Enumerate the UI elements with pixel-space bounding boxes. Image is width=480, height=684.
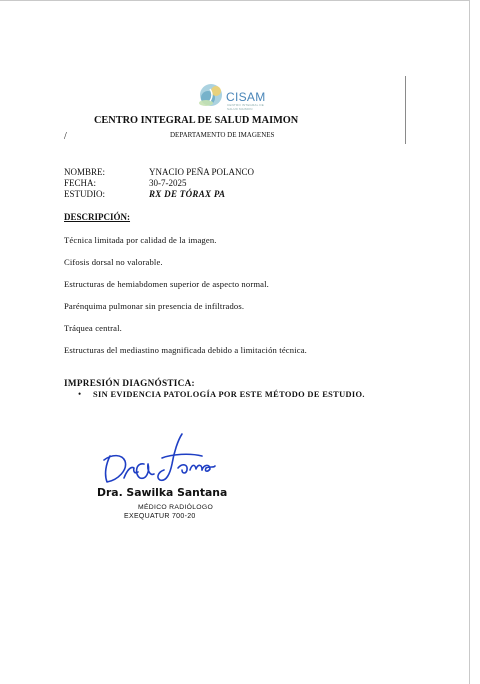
handwritten-signature [98,428,218,490]
doctor-name: Dra. Sawilka Santana [97,486,228,499]
study-label: ESTUDIO: [64,189,105,199]
name-label: NOMBRE: [64,167,106,177]
name-value: YNACIO PEÑA POLANCO [149,167,255,177]
finding-4: Parénquima pulmonar sin presencia de infiltrados. [64,301,245,311]
doctor-title: MÉDICO RADIÓLOGO [138,504,214,511]
finding-3: Estructuras de hemiabdomen superior de aspecto normal. [64,279,269,289]
impression-heading: IMPRESIÓN DIAGNÓSTICA: [64,378,195,388]
doctor-registration: EXEQUATUR 700-20 [124,513,196,520]
date-value: 30-7-2025 [149,178,187,188]
study-value: RX DE TÓRAX PA [149,189,226,199]
date-label: FECHA: [64,178,97,188]
finding-1: Técnica limitada por calidad de la imagen. [64,235,217,245]
finding-5: Tráquea central. [64,323,122,333]
clinic-title: CENTRO INTEGRAL DE SALUD MAIMON [94,115,299,126]
bullet-icon: • [78,389,82,399]
header-divider [405,76,406,144]
description-heading: DESCRIPCIÓN: [64,212,131,222]
logo-text: CISAM [226,90,266,104]
header-mark: / [64,131,67,142]
impression-item: SIN EVIDENCIA PATOLOGÍA POR ESTE MÉTODO DE ESTUDIO. [93,390,365,399]
logo-subtext: CENTRO INTEGRAL DE SALUD MAIMON [227,103,264,111]
finding-2: Cifosis dorsal no valorable. [64,257,163,267]
department-name: DEPARTAMENTO DE IMAGENES [170,131,275,139]
logo-emblem-icon [196,80,230,110]
finding-6: Estructuras del mediastino magnificada debido a limitación técnica. [64,345,307,355]
clinic-logo [196,80,274,110]
